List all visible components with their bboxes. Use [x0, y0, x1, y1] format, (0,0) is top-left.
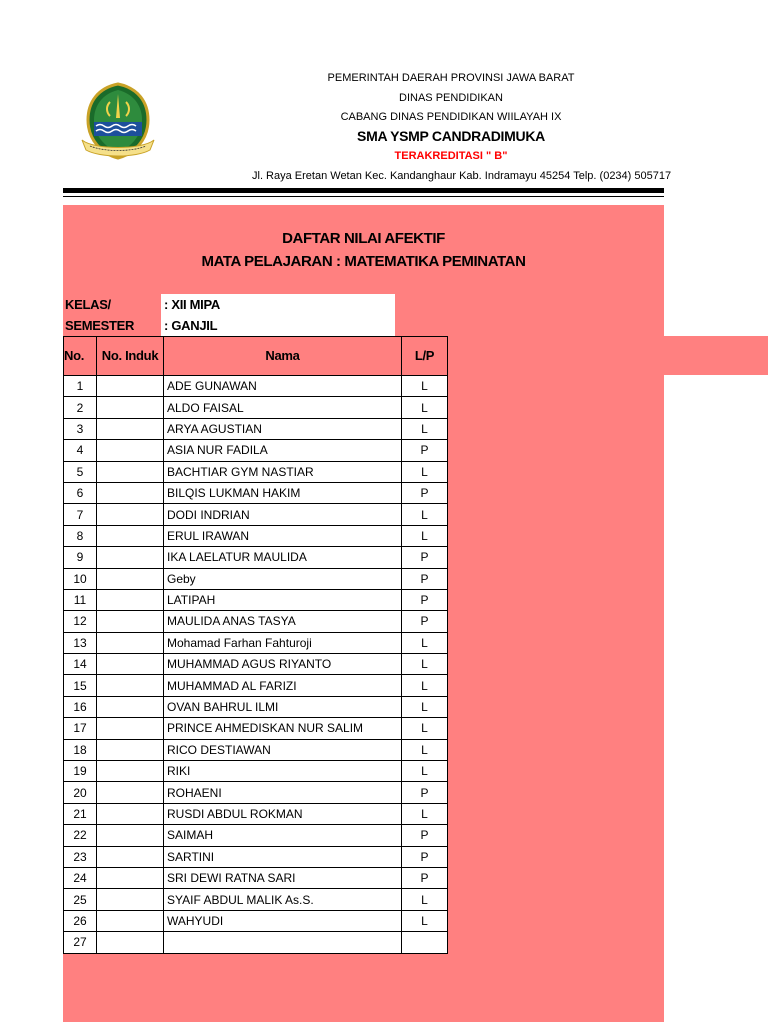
cell-lp: L: [402, 910, 448, 931]
cell-nama: IKA LAELATUR MAULIDA: [164, 547, 402, 568]
cell-no: 17: [64, 718, 97, 739]
cell-no: 16: [64, 696, 97, 717]
cell-nama: RIKI: [164, 761, 402, 782]
cell-no-induk: [97, 654, 164, 675]
table-row: [64, 525, 448, 546]
cell-no-induk: [97, 482, 164, 503]
letterhead-branch: CABANG DINAS PENDIDIKAN WIILAYAH IX: [340, 111, 562, 123]
cell-lp: L: [402, 803, 448, 824]
letterhead-divider-thick: [63, 188, 664, 193]
table-row: [64, 461, 448, 482]
cell-lp: L: [402, 504, 448, 525]
cell-no-induk: [97, 589, 164, 610]
cell-no-induk: [97, 675, 164, 696]
table-row: [64, 696, 448, 717]
accreditation: TERAKREDITASI " B": [394, 150, 508, 162]
cell-nama: SRI DEWI RATNA SARI: [164, 867, 402, 888]
table-row: [64, 397, 448, 418]
cell-no-induk: [97, 696, 164, 717]
cell-lp: L: [402, 889, 448, 910]
cell-no-induk: [97, 846, 164, 867]
table-row: [64, 632, 448, 653]
school-address: Jl. Raya Eretan Wetan Kec. Kandanghaur Kab. Indramayu 45254 Telp. (0234) 505717: [252, 170, 672, 182]
table-row: [64, 440, 448, 461]
cell-lp: [402, 932, 448, 953]
cell-no-induk: [97, 803, 164, 824]
cell-lp: L: [402, 461, 448, 482]
cell-nama: [164, 932, 402, 953]
table-row: [64, 718, 448, 739]
cell-no: 15: [64, 675, 97, 696]
cell-nama: RUSDI ABDUL ROKMAN: [164, 803, 402, 824]
table-row: [64, 846, 448, 867]
cell-no: 26: [64, 910, 97, 931]
cell-no: 1: [64, 376, 97, 397]
cell-no: 6: [64, 482, 97, 503]
class-label: KELAS/: [65, 297, 111, 312]
cell-no: 11: [64, 589, 97, 610]
cell-nama: BILQIS LUKMAN HAKIM: [164, 482, 402, 503]
cell-nama: LATIPAH: [164, 589, 402, 610]
cell-no-induk: [97, 418, 164, 439]
cell-lp: L: [402, 654, 448, 675]
cell-no-induk: [97, 739, 164, 760]
header-no: No.: [64, 337, 97, 376]
cell-nama: RICO DESTIAWAN: [164, 739, 402, 760]
class-value: : XII MIPA: [164, 297, 220, 312]
table-row: [64, 910, 448, 931]
cell-lp: P: [402, 825, 448, 846]
cell-nama: MUHAMMAD AGUS RIYANTO: [164, 654, 402, 675]
cell-no-induk: [97, 718, 164, 739]
cell-no: 12: [64, 611, 97, 632]
cell-no: 19: [64, 761, 97, 782]
school-name: SMA YSMP CANDRADIMUKA: [357, 128, 545, 144]
table-row: [64, 825, 448, 846]
cell-nama: SARTINI: [164, 846, 402, 867]
table-row: [64, 889, 448, 910]
cell-nama: OVAN BAHRUL ILMI: [164, 696, 402, 717]
cell-no: 23: [64, 846, 97, 867]
cell-no-induk: [97, 910, 164, 931]
cell-lp: L: [402, 397, 448, 418]
cell-nama: ERUL IRAWAN: [164, 525, 402, 546]
cell-nama: BACHTIAR GYM NASTIAR: [164, 461, 402, 482]
cell-nama: WAHYUDI: [164, 910, 402, 931]
cell-no-induk: [97, 397, 164, 418]
cell-no: 5: [64, 461, 97, 482]
cell-no-induk: [97, 761, 164, 782]
cell-lp: P: [402, 482, 448, 503]
header-extension: [664, 336, 768, 375]
cell-nama: MUHAMMAD AL FARIZI: [164, 675, 402, 696]
cell-lp: P: [402, 867, 448, 888]
cell-lp: P: [402, 846, 448, 867]
table-row: [64, 675, 448, 696]
cell-no-induk: [97, 825, 164, 846]
cell-nama: ALDO FAISAL: [164, 397, 402, 418]
cell-nama: ASIA NUR FADILA: [164, 440, 402, 461]
subject-title: MATA PELAJARAN : MATEMATIKA PEMINATAN: [201, 253, 526, 270]
cell-lp: P: [402, 440, 448, 461]
semester-label: SEMESTER: [65, 318, 135, 333]
table-row: [64, 782, 448, 803]
cell-lp: P: [402, 568, 448, 589]
cell-no: 4: [64, 440, 97, 461]
table-row: [64, 482, 448, 503]
cell-no: 9: [64, 547, 97, 568]
table-row: [64, 611, 448, 632]
cell-lp: L: [402, 525, 448, 546]
cell-no-induk: [97, 632, 164, 653]
cell-lp: L: [402, 376, 448, 397]
cell-no: 13: [64, 632, 97, 653]
table-row: [64, 504, 448, 525]
cell-lp: L: [402, 761, 448, 782]
header-lp: L/P: [402, 337, 448, 376]
table-row: [64, 932, 448, 953]
table-row: [64, 418, 448, 439]
header-no-induk: No. Induk: [97, 337, 164, 376]
letterhead-government: PEMERINTAH DAERAH PROVINSI JAWA BARAT: [327, 72, 575, 84]
letterhead-department: DINAS PENDIDIKAN: [399, 92, 503, 104]
cell-lp: L: [402, 718, 448, 739]
cell-nama: MAULIDA ANAS TASYA: [164, 611, 402, 632]
cell-no: 22: [64, 825, 97, 846]
cell-no: 27: [64, 932, 97, 953]
cell-no-induk: [97, 568, 164, 589]
cell-nama: ADE GUNAWAN: [164, 376, 402, 397]
cell-lp: P: [402, 589, 448, 610]
cell-no-induk: [97, 867, 164, 888]
cell-no: 21: [64, 803, 97, 824]
cell-nama: Mohamad Farhan Fahturoji: [164, 632, 402, 653]
cell-no-induk: [97, 782, 164, 803]
cell-nama: ROHAENI: [164, 782, 402, 803]
cell-nama: SAIMAH: [164, 825, 402, 846]
cell-lp: L: [402, 739, 448, 760]
west-java-emblem-icon: [80, 80, 156, 160]
cell-no: 10: [64, 568, 97, 589]
cell-no: 20: [64, 782, 97, 803]
cell-no: 24: [64, 867, 97, 888]
document-title: DAFTAR NILAI AFEKTIF: [282, 230, 445, 247]
cell-no-induk: [97, 611, 164, 632]
cell-no-induk: [97, 461, 164, 482]
cell-lp: L: [402, 696, 448, 717]
header-nama: Nama: [164, 337, 402, 376]
table-row: [64, 568, 448, 589]
cell-no-induk: [97, 440, 164, 461]
cell-no-induk: [97, 525, 164, 546]
cell-no-induk: [97, 504, 164, 525]
student-table: [63, 336, 448, 954]
cell-no: 25: [64, 889, 97, 910]
cell-no: 3: [64, 418, 97, 439]
table-row: [64, 867, 448, 888]
semester-value: : GANJIL: [164, 318, 218, 333]
cell-nama: ARYA AGUSTIAN: [164, 418, 402, 439]
cell-no-induk: [97, 376, 164, 397]
cell-lp: P: [402, 782, 448, 803]
cell-no: 7: [64, 504, 97, 525]
table-row: [64, 761, 448, 782]
cell-no-induk: [97, 889, 164, 910]
cell-nama: DODI INDRIAN: [164, 504, 402, 525]
cell-no-induk: [97, 547, 164, 568]
letterhead-divider-thin: [63, 196, 664, 197]
cell-no: 18: [64, 739, 97, 760]
cell-lp: P: [402, 547, 448, 568]
cell-no: 14: [64, 654, 97, 675]
table-row: [64, 803, 448, 824]
cell-lp: P: [402, 611, 448, 632]
table-row: [64, 589, 448, 610]
cell-no: 2: [64, 397, 97, 418]
cell-nama: PRINCE AHMEDISKAN NUR SALIM: [164, 718, 402, 739]
cell-no: 8: [64, 525, 97, 546]
cell-lp: L: [402, 418, 448, 439]
cell-lp: L: [402, 632, 448, 653]
cell-no-induk: [97, 932, 164, 953]
cell-nama: SYAIF ABDUL MALIK As.S.: [164, 889, 402, 910]
table-row: [64, 739, 448, 760]
table-header-row: [64, 337, 448, 376]
cell-lp: L: [402, 675, 448, 696]
table-row: [64, 547, 448, 568]
cell-nama: Geby: [164, 568, 402, 589]
table-row: [64, 654, 448, 675]
table-row: [64, 376, 448, 397]
